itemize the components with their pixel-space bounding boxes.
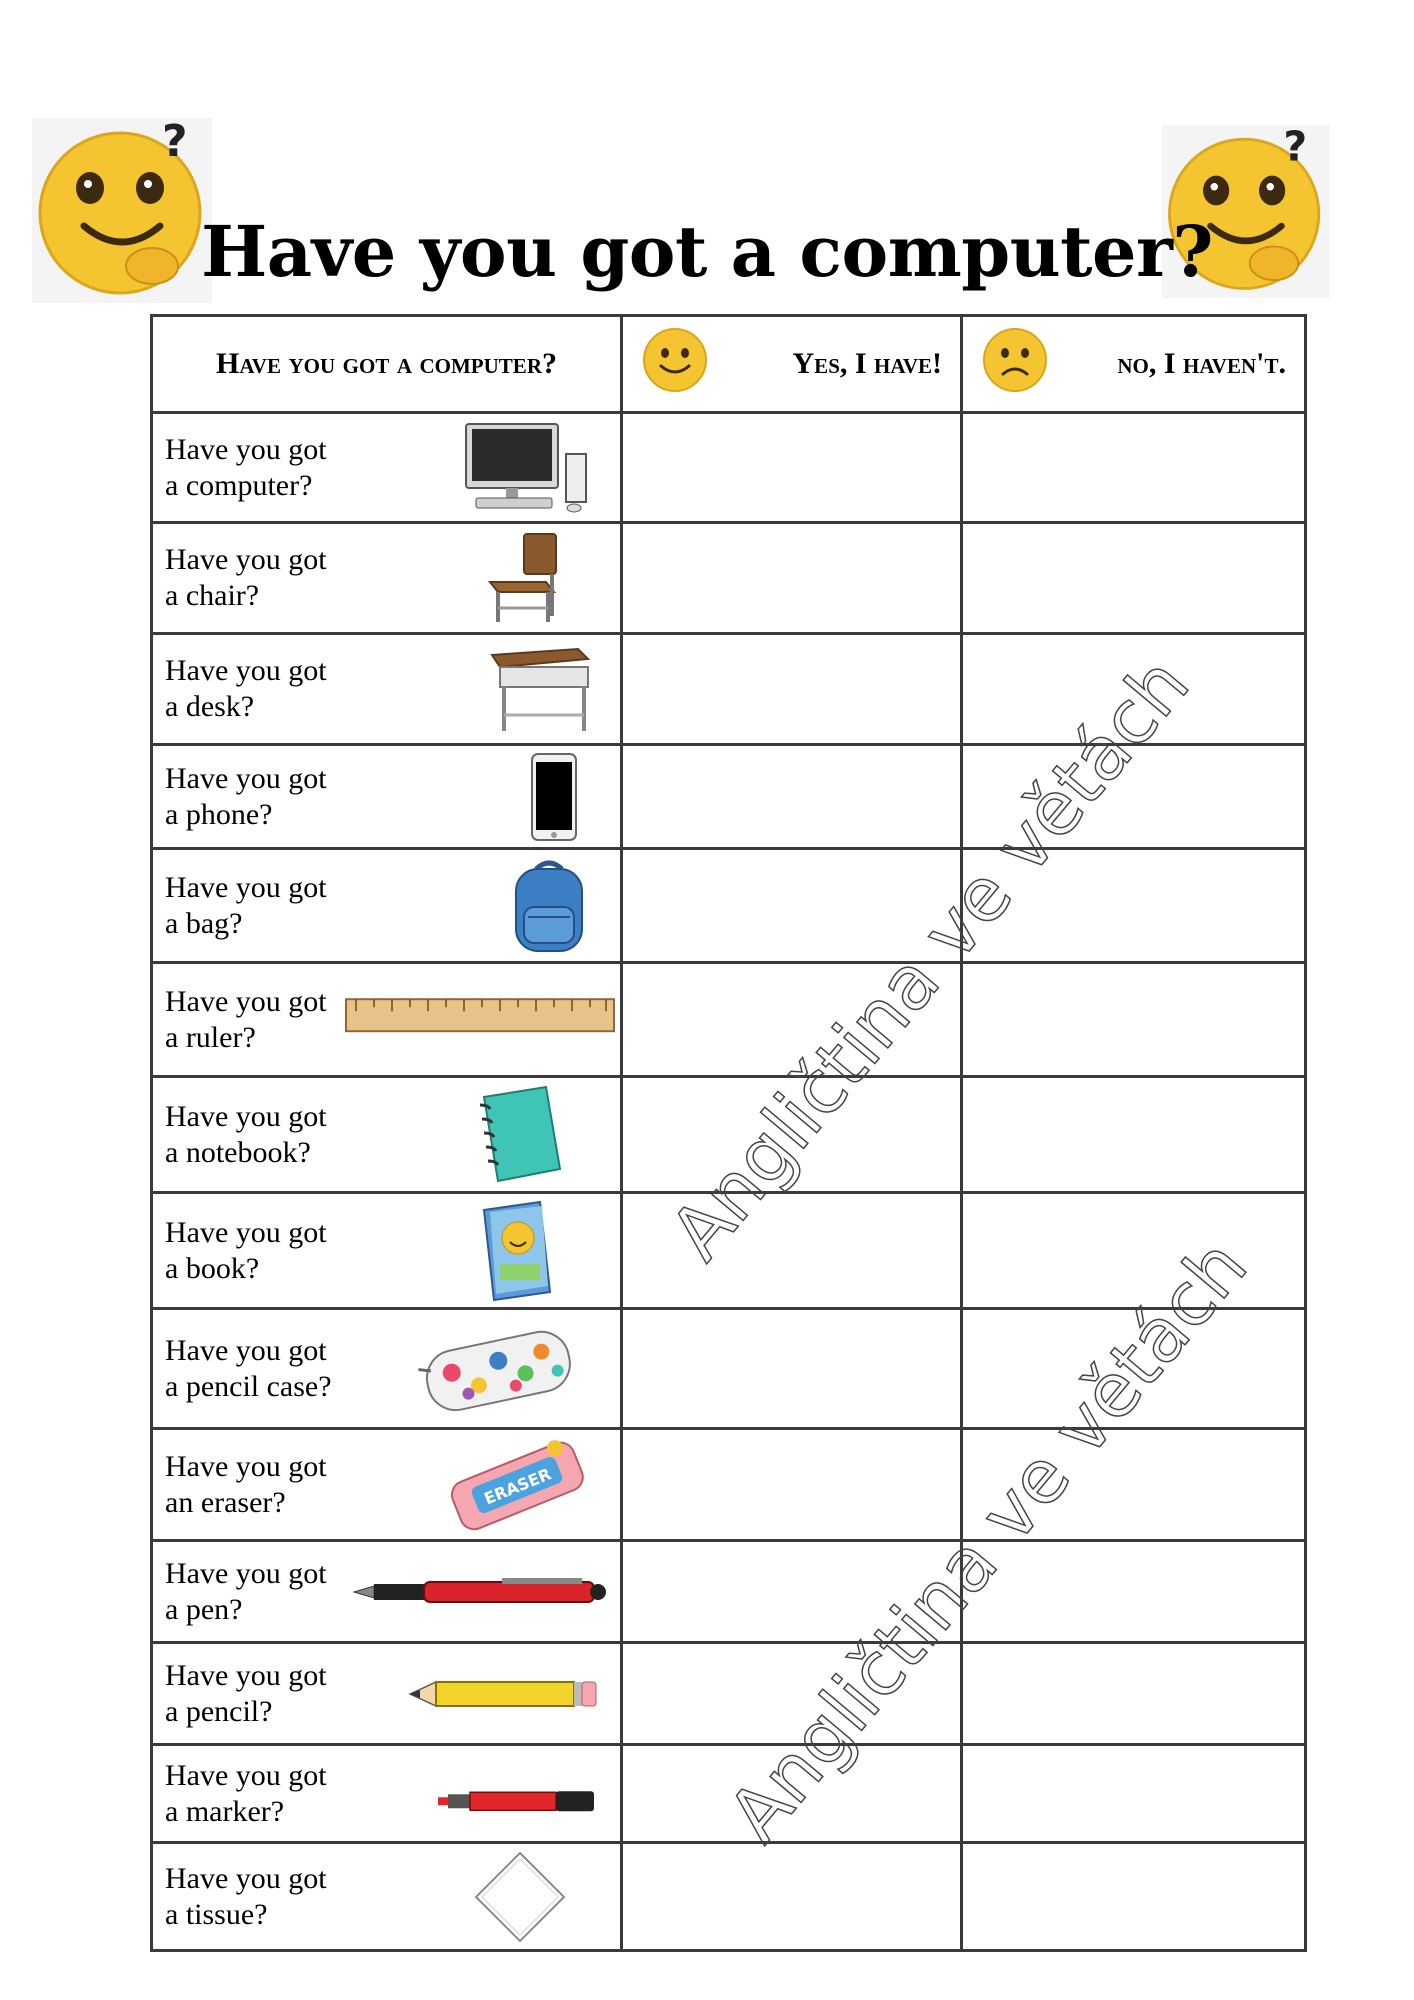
yes-cell[interactable] xyxy=(622,963,962,1077)
yes-cell[interactable] xyxy=(622,1193,962,1309)
question-line-2: a marker? xyxy=(165,1794,285,1828)
tissue-icon xyxy=(472,1849,568,1945)
smiley-icon xyxy=(641,326,709,402)
pen-icon xyxy=(352,1574,608,1610)
page-title: Have you got a computer? xyxy=(201,210,1213,293)
table-row xyxy=(152,1077,1306,1193)
no-cell[interactable] xyxy=(962,1309,1306,1429)
no-cell[interactable] xyxy=(962,634,1306,745)
table-row xyxy=(152,1643,1306,1745)
yes-cell[interactable] xyxy=(622,1077,962,1193)
yes-cell[interactable] xyxy=(622,1843,962,1951)
phone-icon xyxy=(528,752,580,842)
header-no xyxy=(962,316,1306,413)
no-cell[interactable] xyxy=(962,1843,1306,1951)
question-cell xyxy=(152,413,622,523)
table-row xyxy=(152,413,1306,523)
table-row xyxy=(152,1429,1306,1541)
desk-icon xyxy=(484,641,594,737)
question-line-2: a pen? xyxy=(165,1592,243,1626)
question-line-2: a notebook? xyxy=(165,1135,311,1169)
no-cell[interactable] xyxy=(962,1643,1306,1745)
question-cell xyxy=(152,634,622,745)
no-cell[interactable] xyxy=(962,413,1306,523)
question-cell xyxy=(152,849,622,963)
question-line-2: a book? xyxy=(165,1251,260,1285)
question-line-1: Have you got xyxy=(165,1215,327,1249)
no-cell[interactable] xyxy=(962,1193,1306,1309)
question-line-2: a ruler? xyxy=(165,1020,256,1054)
yes-cell[interactable] xyxy=(622,634,962,745)
question-line-1: Have you got xyxy=(165,432,327,466)
yes-cell[interactable] xyxy=(622,1309,962,1429)
table-row xyxy=(152,634,1306,745)
question-cell xyxy=(152,1429,622,1541)
yes-cell[interactable] xyxy=(622,523,962,634)
no-cell[interactable] xyxy=(962,1745,1306,1843)
eraser-label: ERASER xyxy=(481,1463,554,1508)
table-row xyxy=(152,1309,1306,1429)
no-cell[interactable] xyxy=(962,849,1306,963)
no-cell[interactable] xyxy=(962,523,1306,634)
no-cell[interactable] xyxy=(962,963,1306,1077)
question-line-2: a tissue? xyxy=(165,1897,268,1931)
bag-icon xyxy=(506,857,592,955)
question-line-2: a chair? xyxy=(165,579,260,612)
question-line-1: Have you got xyxy=(165,1861,327,1895)
question-line-1: Have you got xyxy=(165,1099,327,1133)
question-cell xyxy=(152,1077,622,1193)
ruler-icon xyxy=(344,995,616,1035)
question-line-2: a pencil case? xyxy=(165,1369,332,1403)
pencil-case-icon xyxy=(416,1317,580,1421)
question-line-1: Have you got xyxy=(165,984,327,1018)
table-row xyxy=(152,849,1306,963)
watermark-upper: Angličtina ve větách xyxy=(654,641,1206,1276)
question-cell xyxy=(152,963,622,1077)
no-cell[interactable] xyxy=(962,1541,1306,1643)
svg-text:?: ? xyxy=(162,118,188,167)
question-line-1: Have you got xyxy=(165,654,327,687)
header-yes xyxy=(622,316,962,413)
question-line-1: Have you got xyxy=(165,870,327,904)
yes-cell[interactable] xyxy=(622,849,962,963)
table-row xyxy=(152,1745,1306,1843)
svg-text:?: ? xyxy=(1283,124,1308,171)
table-row xyxy=(152,745,1306,849)
question-line-1: Have you got xyxy=(165,761,327,795)
book-icon xyxy=(476,1198,556,1304)
question-cell xyxy=(152,1541,622,1643)
question-line-1: Have you got xyxy=(165,1556,327,1590)
header-yes-label: Yes, I have! xyxy=(792,347,942,380)
question-line-2: a phone? xyxy=(165,797,273,831)
question-cell xyxy=(152,745,622,849)
frown-icon xyxy=(981,326,1049,402)
worksheet-table xyxy=(150,314,1307,1952)
question-line-1: Have you got xyxy=(165,1449,327,1483)
question-line-1: Have you got xyxy=(165,1333,327,1367)
question-line-2: a desk? xyxy=(165,690,255,723)
marker-icon xyxy=(436,1787,596,1815)
table-row xyxy=(152,1541,1306,1643)
no-cell[interactable] xyxy=(962,745,1306,849)
yes-cell[interactable] xyxy=(622,745,962,849)
computer-icon xyxy=(462,420,592,516)
eraser-icon xyxy=(442,1435,592,1535)
yes-cell[interactable] xyxy=(622,1643,962,1745)
no-cell[interactable] xyxy=(962,1077,1306,1193)
question-line-2: a pencil? xyxy=(165,1694,273,1728)
question-cell xyxy=(152,523,622,634)
yes-cell[interactable] xyxy=(622,1429,962,1541)
question-cell xyxy=(152,1843,622,1951)
question-line-1: Have you got xyxy=(165,1658,327,1692)
watermark-lower: Angličtina ve větách xyxy=(712,1223,1264,1858)
notebook-icon xyxy=(466,1083,566,1187)
header-row xyxy=(152,316,1306,413)
question-cell xyxy=(152,1643,622,1745)
question-cell xyxy=(152,1309,622,1429)
yes-cell[interactable] xyxy=(622,1745,962,1843)
question-line-2: a computer? xyxy=(165,468,313,502)
worksheet-table-container xyxy=(150,314,1304,1952)
question-cell xyxy=(152,1745,622,1843)
table-row xyxy=(152,523,1306,634)
header-no-label: no, I haven't. xyxy=(1117,347,1286,380)
yes-cell[interactable] xyxy=(622,1541,962,1643)
table-row xyxy=(152,1193,1306,1309)
yes-cell[interactable] xyxy=(622,413,962,523)
chair-icon xyxy=(484,530,564,626)
question-line-2: an eraser? xyxy=(165,1485,286,1519)
question-line-1: Have you got xyxy=(165,543,327,576)
question-line-2: a bag? xyxy=(165,906,243,940)
header-question: Have you got a computer? xyxy=(152,316,622,413)
table-row xyxy=(152,1843,1306,1951)
question-line-1: Have you got xyxy=(165,1758,327,1792)
question-cell xyxy=(152,1193,622,1309)
table-row xyxy=(152,963,1306,1077)
no-cell[interactable] xyxy=(962,1429,1306,1541)
pencil-icon xyxy=(408,1676,598,1712)
